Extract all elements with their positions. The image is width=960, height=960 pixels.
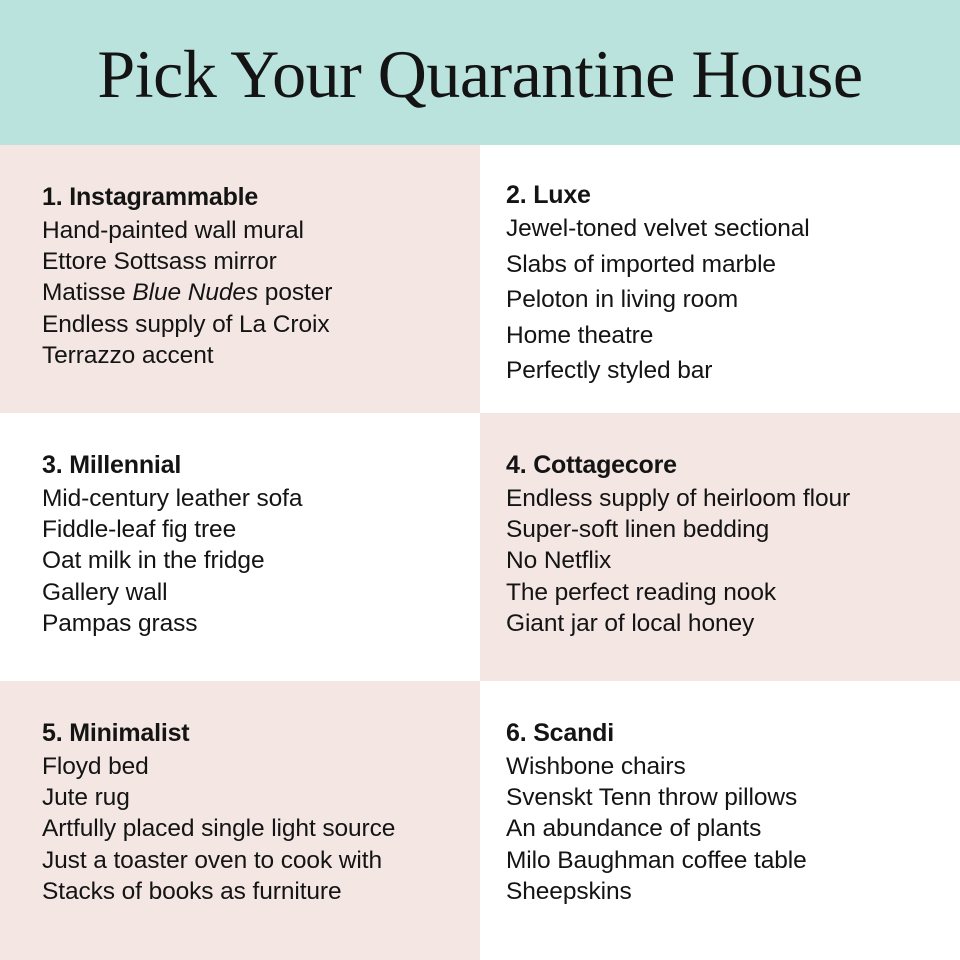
option-list — [42, 483, 470, 639]
list-item: Ettore Sottsass mirror — [42, 248, 277, 276]
list-item: Super-soft linen bedding — [506, 516, 770, 544]
option-heading: 1. Instagrammable — [42, 183, 259, 211]
list-item: Peloton in living room — [506, 286, 739, 313]
list-item: Jewel-toned velvet sectional — [506, 215, 810, 242]
list-item: The perfect reading nook — [506, 578, 776, 606]
list-item: Perfectly styled bar — [506, 357, 713, 384]
list-item: Sheepskins — [506, 877, 632, 905]
list-item: Wishbone chairs — [506, 753, 686, 780]
option-scandi — [480, 681, 960, 960]
option-minimalist — [0, 681, 480, 960]
option-list — [506, 751, 950, 907]
option-heading: 3. Millennial — [42, 451, 182, 479]
option-list — [506, 211, 950, 389]
list-item: Floyd bed — [42, 753, 149, 780]
page-title: Pick Your Quarantine House — [97, 36, 863, 112]
option-millennial — [0, 413, 480, 681]
list-item: Fiddle-leaf fig tree — [42, 516, 237, 544]
list-item: Hand-painted wall mural — [42, 217, 304, 244]
option-heading: 5. Minimalist — [42, 719, 190, 747]
list-item: Endless supply of heirloom flour — [506, 485, 851, 512]
list-item: Jute rug — [42, 784, 130, 812]
list-item — [42, 277, 470, 308]
list-item: Svenskt Tenn throw pillows — [506, 784, 798, 812]
list-item: Giant jar of local honey — [506, 609, 755, 637]
title-banner — [0, 0, 960, 145]
option-cottagecore — [480, 413, 960, 681]
list-item: Endless supply of La Croix — [42, 310, 330, 338]
list-item: No Netflix — [506, 547, 612, 575]
option-heading: 4. Cottagecore — [506, 451, 677, 479]
option-luxe — [480, 145, 960, 413]
options-grid — [0, 145, 960, 960]
list-item: Artfully placed single light source — [42, 815, 396, 843]
list-item: Gallery wall — [42, 578, 168, 606]
list-item: Mid-century leather sofa — [42, 485, 303, 512]
list-item: Oat milk in the fridge — [42, 547, 265, 575]
option-heading: 2. Luxe — [506, 181, 591, 209]
option-instagrammable — [0, 145, 480, 413]
list-item-suffix: poster — [258, 279, 333, 307]
list-item: Terrazzo accent — [42, 341, 214, 369]
list-item: Milo Baughman coffee table — [506, 846, 807, 874]
list-item: Stacks of books as furniture — [42, 877, 342, 905]
option-list — [42, 751, 470, 907]
artwork-title: Blue Nudes — [132, 279, 259, 307]
list-item: An abundance of plants — [506, 815, 762, 843]
option-heading: 6. Scandi — [506, 719, 614, 747]
list-item: Home theatre — [506, 321, 654, 349]
list-item: Pampas grass — [42, 609, 198, 637]
list-item: Just a toaster oven to cook with — [42, 846, 382, 874]
option-list — [506, 483, 950, 639]
option-list — [42, 215, 470, 371]
list-item: Slabs of imported marble — [506, 250, 776, 278]
list-item-prefix: Matisse — [42, 279, 133, 307]
